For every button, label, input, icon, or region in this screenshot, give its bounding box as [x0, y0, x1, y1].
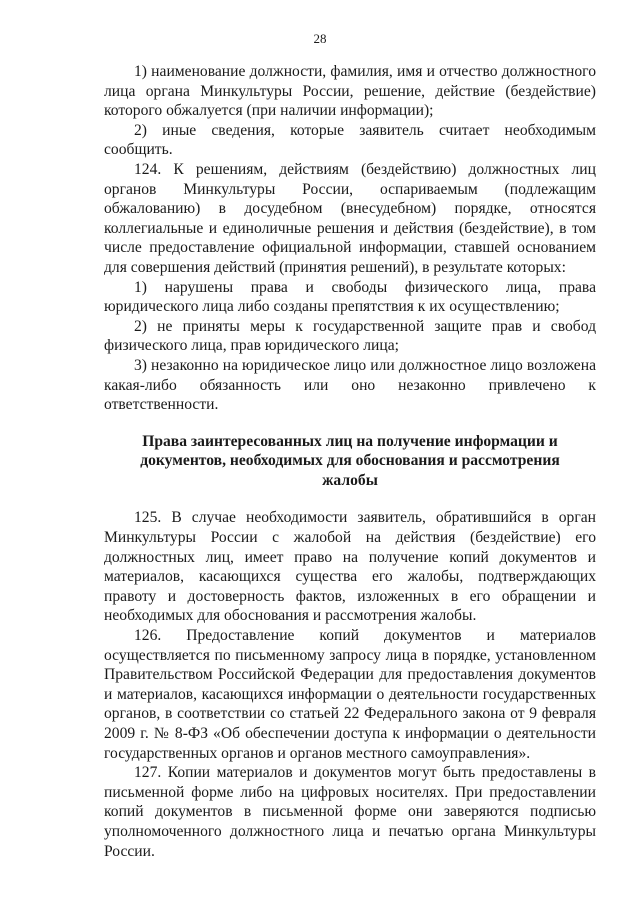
paragraph-item-2: 2) иные сведения, которые заявитель считает необходимым сообщить. — [104, 121, 596, 159]
paragraph-124-item-1: 1) нарушены права и свободы физического лица, права юридического лица либо созданы препятствия к их осуществлению; — [104, 278, 596, 316]
paragraph-124: 124. К решениям, действиям (бездействию) должностных лиц органов Минкультуры России, оспариваемым (подлежащим обжалованию) в досудебном (внесудебном) порядке, относятся коллегиальные и единоличные решения и действия (бездействие), в том числе предоставление официальной информации, ставшей основанием для совершения действий (принятия решений), в результате которых: — [104, 160, 596, 276]
document-body — [104, 62, 596, 861]
paragraph-124-item-2: 2) не приняты меры к государственной защите прав и свобод физического лица, прав юридического лица; — [104, 317, 596, 355]
paragraph-127: 127. Копии материалов и документов могут быть предоставлены в письменной форме либо на цифровых носителях. При предоставлении копий документов в письменной форме они заверяются подписью уполномоченного должностного лица и печатью органа Минкультуры России. — [104, 764, 596, 860]
section-heading: Права заинтересованных лиц на получение информации и документов, необходимых для обоснования и рассмотрения жалобы — [140, 432, 560, 489]
paragraph-125: 125. В случае необходимости заявитель, обратившийся в орган Минкультуры России с жалобой на действия (бездействие) его должностных лиц, имеет право на получение копий документов и материалов, касающихся существа его жалобы, подтверждающих правоту и достоверность фактов, изложенных в его обращении и необходимых для обоснования и рассмотрения жалобы. — [104, 509, 596, 625]
paragraph-126: 126. Предоставление копий документов и материалов осуществляется по письменному запросу лица в порядке, установленном Правительством Российской Федерации для предоставления документов и материалов, касающихся информации о деятельности государственных органов, в соответствии со статьей 22 Федерального закона от 9 февраля 2009 г. № 8-ФЗ «Об обеспечении доступа к информации о деятельности государственных органов и органов местного самоуправления». — [104, 627, 596, 762]
page-number: 28 — [313, 31, 327, 46]
paragraph-item-1: 1) наименование должности, фамилия, имя и отчество должностного лица органа Минкультуры России, решение, действие (бездействие) которого обжалуется (при наличии информации); — [104, 63, 596, 120]
paragraph-124-item-3: 3) незаконно на юридическое лицо или должностное лицо возложена какая-либо обязанность или оно незаконно привлечено к ответственности. — [104, 356, 596, 414]
